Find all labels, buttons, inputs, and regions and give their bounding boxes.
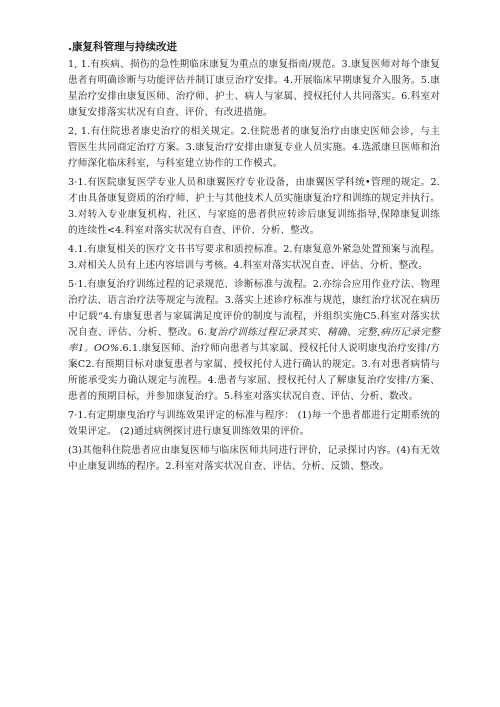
paragraph-5-text: 5·1.有康复治疗训练过程的记录规范、诊断标准与流程。2.亦综合应用作业疗法、物理治疗法、语言治疗法等规定与流程。3.落实上述诊疗标准与规范，康红治疗状况在病历中记载“4.有康复患者与家属满足度评价的制度与流程，并组织实施C5.科室对落实状况自查、评估、分析、整改。6. [68, 279, 440, 338]
paragraph-5-italic-text: 复治疗训练过程记录其实、精确、完整,病历记录完整率1。OO%. [68, 327, 440, 354]
document-page [68, 40, 440, 478]
document-title: .康复科管理与持续改进 [68, 41, 177, 53]
paragraph-4: 4.1.有康复相关的医疗文书书写要求和质控标准。2.有康复意外紧急处置预案与流程。3.对相关人员有上述内容培训与考核。4.科室对落实状况自查、评估、分析、整改。 [68, 244, 440, 271]
paragraph-6-text: 6.1.康复医师、治疗师向患者与其家属、授权托付人说明康曳治疗安排/方案C2.有预期目标对康复患者与家属、授权托付人进行确认的规定。3.有对患者病情与所能承受实力确认规定与流程。4.患者与家屈、授权托付人了解康复治疗安排/方案、患者的预期目标，并参加康复治疗。5.科室对落实状况自查、评估、分析、数改。 [68, 343, 440, 402]
paragraph-1: 1, 1.有疾病、损伤的急性期临床康复为重点的康复指南/规范。3.康复医师对每个康复患者有明确诊断与功能评估并制订康豆治疗安排。4.开展临床早期康复介入服务。5.康星治疗安排由康复医师、治疗师、护士、病人与家属、授权托付人共同落实。6.科室对康复安排落实状况有自查、评价、有改进措施。 [68, 59, 440, 118]
paragraph-5 [68, 277, 440, 405]
paragraph-8: (3)其他科住院患者应由康复医师与临床医师共同进行评价，记录探讨内容。(4)有无效中止康复训练的程序。2.科室对落实状况自查、评估、分析、反馈、整改。 [68, 445, 440, 472]
paragraph-3: 3·1.有医院康复医学专业人员和康翼医疗专业设备，由康翼医学科统•管理的规定。2.才由具备康复资质的治疗师、护士与其他技术人员实施康复治疗和训练的规定并执行。3.对转入专业康复机构、社区、与家庭的患者供应转诊后康复训练指导,保障康复训练的连续性<4.科室对落实状况有自查、评价、分析、整改。 [68, 177, 440, 236]
paragraph-2: 2, 1.有住院患者康史治疗的相关规定。2.住院患者的康复治疗由康史医师会诊，与主管医生共同商定治疗方案。3.康复治疗安排由康复专业人员实施。4.选派康旦医师和治疗师深化临床科室，与科室建立协作的工作模式。 [68, 126, 440, 169]
paragraph-7: 7·1.有定期康曳治疗与训练效果评定的标准与程序： (1)每一个患者都进行定期系统的效果评定。 (2)通过病例探讨进行康复训练效果的评价。 [68, 410, 440, 437]
